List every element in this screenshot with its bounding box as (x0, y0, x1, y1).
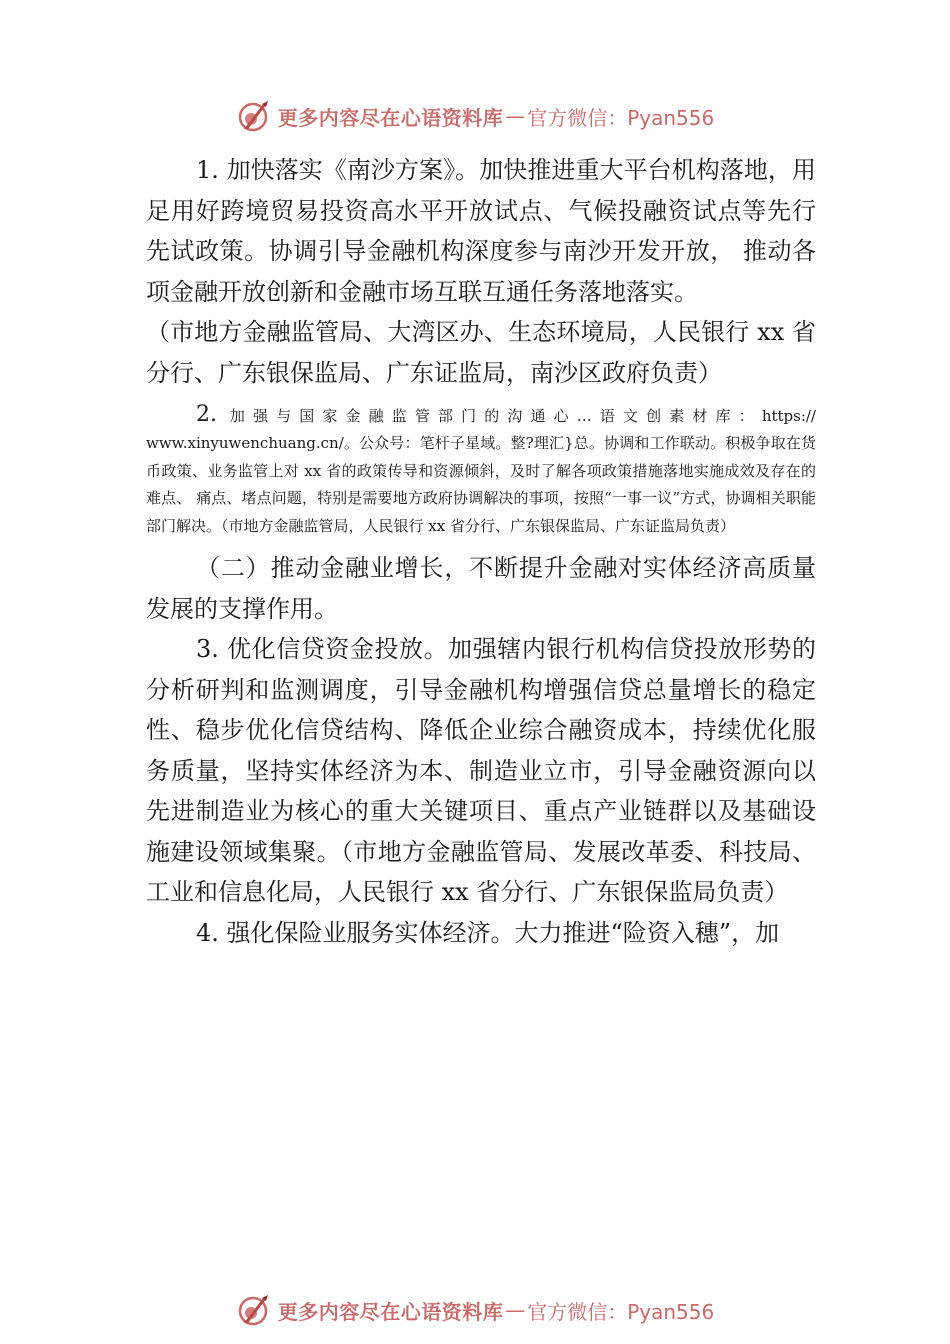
banner-contact: 官方微信：Pyan556 (527, 105, 715, 130)
paragraph-4: 4. 强化保险业服务实体经济。大力推进“险资入穗”，加 (196, 918, 780, 947)
paragraph-2-text: 加强与国家金融监管部门的沟通心…语文创素材库：https:// www.xinyuwenchuang.cn/。公众号：笔杆子星域。整?理汇}总。协调和工作联动。积极争取在货币政策、业务监管上对 xx 省的政策传导和资源倾斜，及时了解各项政策措施落地实施成效及存在的难点、 痛点、堵点问题，特别是需要地方政府协调解决的事项，按照“一事一议”方式，协调相关职能部门解决。（市地方金融监管局，人民银行 xx 省分行、广东银保监局、广东证监局负责） (146, 407, 816, 535)
document-body (146, 150, 816, 953)
section-heading-2: （二）推动金融业增长，不断提升金融对实体经济高质量发展的支撑作用。 (146, 554, 816, 623)
footer-banner (0, 1290, 950, 1330)
paragraph-1: 1. 加快落实《南沙方案》。加快推进重大平台机构落地，用足用好跨境贸易投资高水平开放试点、气候投融资试点等先行先试政策。协调引导金融机构深度参与南沙开发开放， 推动各项金融开放创新和金融市场互联互通任务落地落实。 (146, 156, 816, 306)
banner-contact: 官方微信：Pyan556 (527, 1299, 715, 1324)
banner-text: 更多内容尽在心语资料库 (277, 1299, 504, 1324)
paragraph-2 (146, 401, 816, 540)
banner-separator: — (505, 104, 526, 128)
paragraph-2-number: 2. (196, 402, 217, 427)
quill-pen-seal-icon (236, 99, 270, 133)
quill-pen-seal-icon (236, 1293, 270, 1327)
paragraph-1-responsible: （市地方金融监管局、大湾区办、生态环境局，人民银行 xx 省分行、广东银保监局、广东证监局，南沙区政府负责） (146, 318, 816, 387)
paragraph-3: 3. 优化信贷资金投放。加强辖内银行机构信贷投放形势的分析研判和监测调度，引导金融机构增强信贷总量增长的稳定性、稳步优化信贷结构、降低企业综合融资成本，持续优化服务质量，坚持实体经济为本、制造业立市，引导金融资源向以先进制造业为核心的重大关键项目、重点产业链群以及基础设施建设领域集聚。（市地方金融监管局、发展改革委、科技局、工业和信息化局，人民银行 xx 省分行、广东银保监局负责） (146, 635, 816, 907)
banner-text: 更多内容尽在心语资料库 (277, 105, 504, 130)
header-banner (0, 96, 950, 136)
banner-separator: — (505, 1298, 526, 1322)
